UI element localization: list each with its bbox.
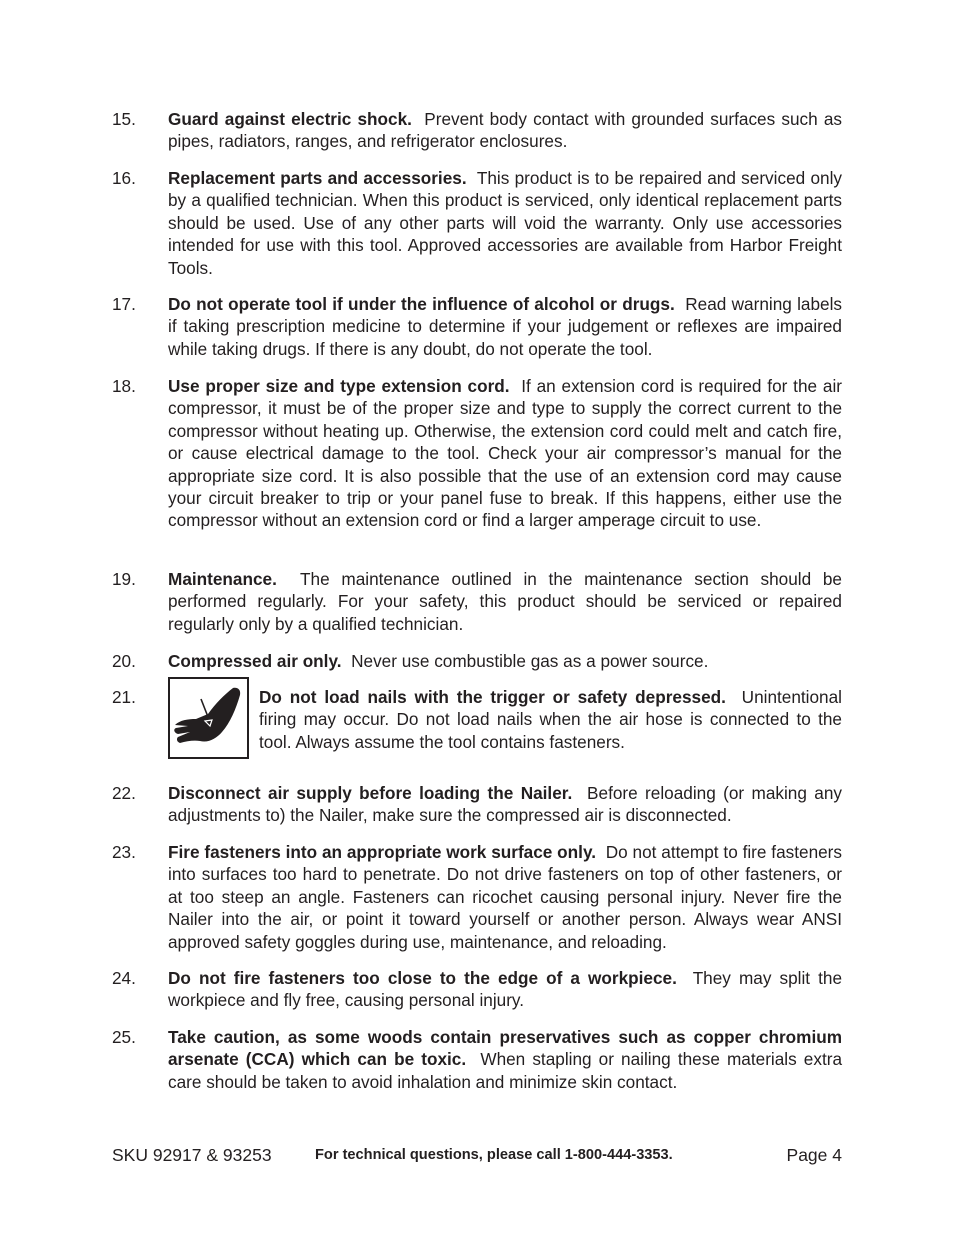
item-number: 20.: [112, 651, 136, 671]
list-item: [112, 967, 842, 1012]
list-item: [112, 841, 842, 953]
list-item: [112, 686, 842, 753]
list-item: [112, 568, 842, 635]
item-title: Take caution, as some woods contain preservatives such as copper chromium arsenate (CCA) which can be toxic.: [168, 1027, 842, 1070]
item-number: 22.: [112, 783, 136, 803]
list-item: [112, 108, 842, 153]
list-item: [112, 782, 842, 827]
item-text: This product is to be repaired and serviced only by a qualified technician. When this product is serviced, only identical replacement parts should be used. Use of any other parts will void the warranty. Only use accessories intended for use with this tool. Approved accessories are available from Harbor Freight Tools.: [168, 168, 842, 278]
sku-label: SKU 92917 & 93253: [112, 1145, 272, 1165]
item-number: 24.: [112, 968, 136, 988]
list-item: [112, 1026, 842, 1093]
item-title: Fire fasteners into an appropriate work surface only.: [168, 842, 597, 862]
item-title: Maintenance.: [168, 569, 277, 589]
item-text: Before reloading (or making any adjustments to) the Nailer, make sure the compressed air is disconnected.: [168, 783, 843, 826]
page-footer: [112, 1145, 842, 1169]
item-text: If an extension cord is required for the air compressor, it must be of the proper size and type to supply the correct current to the compressor without heating up. Otherwise, the extension cord could melt and catch fire, or cause electrical damage to the tool. Check your air compressor’s manual for the appropriate size cord. It is also possible that the use of an extension cord may cause your circuit breaker to trip or your panel fuse to break. If this happens, either use the compressor without an extension cord or find a larger amperage circuit to use.: [168, 376, 842, 531]
item-number: 16.: [112, 168, 136, 188]
item-title: Guard against electric shock.: [168, 109, 412, 129]
hand-puncture-warning-icon: [168, 677, 249, 759]
item-text: Read warning labels if taking prescription medicine to determine if your judgement or reflexes are impaired while taking drugs. If there is any doubt, do not operate the tool.: [168, 294, 842, 359]
item-text: Unintentional firing may occur. Do not load nails when the air hose is connected to the tool. Always assume the tool contains fasteners.: [259, 687, 842, 752]
page-number: Page 4: [786, 1145, 842, 1165]
tech-support-note: For technical questions, please call 1-800-444-3353.: [315, 1147, 673, 1163]
item-title: Do not fire fasteners too close to the edge of a workpiece.: [168, 968, 677, 988]
item-number: 17.: [112, 294, 136, 314]
item-text: Never use combustible gas as a power source.: [351, 651, 709, 671]
item-title: Replacement parts and accessories.: [168, 168, 467, 188]
item-title: Do not operate tool if under the influence of alcohol or drugs.: [168, 294, 675, 314]
item-title: Do not load nails with the trigger or safety depressed.: [259, 687, 726, 707]
list-item: [112, 375, 842, 532]
item-title: Disconnect air supply before loading the Nailer.: [168, 783, 573, 803]
item-text: Do not attempt to fire fasteners into surfaces too hard to penetrate. Do not drive fasteners on top of other fasteners, or at too steep an angle. Fasteners can ricochet causing personal injury. Never fire the Nailer into the air, or point it toward yourself or another person. Always wear ANSI approved safety goggles during use, maintenance, and reloading.: [168, 842, 843, 952]
item-number: 15.: [112, 109, 136, 129]
list-item: [112, 167, 842, 279]
item-number: 18.: [112, 376, 136, 396]
item-text: Prevent body contact with grounded surfaces such as pipes, radiators, ranges, and refrigerator enclosures.: [168, 109, 842, 152]
item-number: 25.: [112, 1027, 136, 1047]
item-text: They may split the workpiece and fly free, causing personal injury.: [168, 968, 843, 1011]
item-number: 23.: [112, 842, 136, 862]
item-number: 21.: [112, 687, 136, 707]
item-text: When stapling or nailing these materials extra care should be taken to avoid inhalation and minimize skin contact.: [168, 1049, 843, 1092]
item-text: The maintenance outlined in the maintenance section should be performed regularly. For your safety, this product should be serviced or repaired regularly only by a qualified technician.: [168, 569, 842, 634]
item-number: 19.: [112, 569, 136, 589]
list-item: [112, 293, 842, 360]
list-item: [112, 650, 842, 672]
item-title: Use proper size and type extension cord.: [168, 376, 510, 396]
item-title: Compressed air only.: [168, 651, 342, 671]
